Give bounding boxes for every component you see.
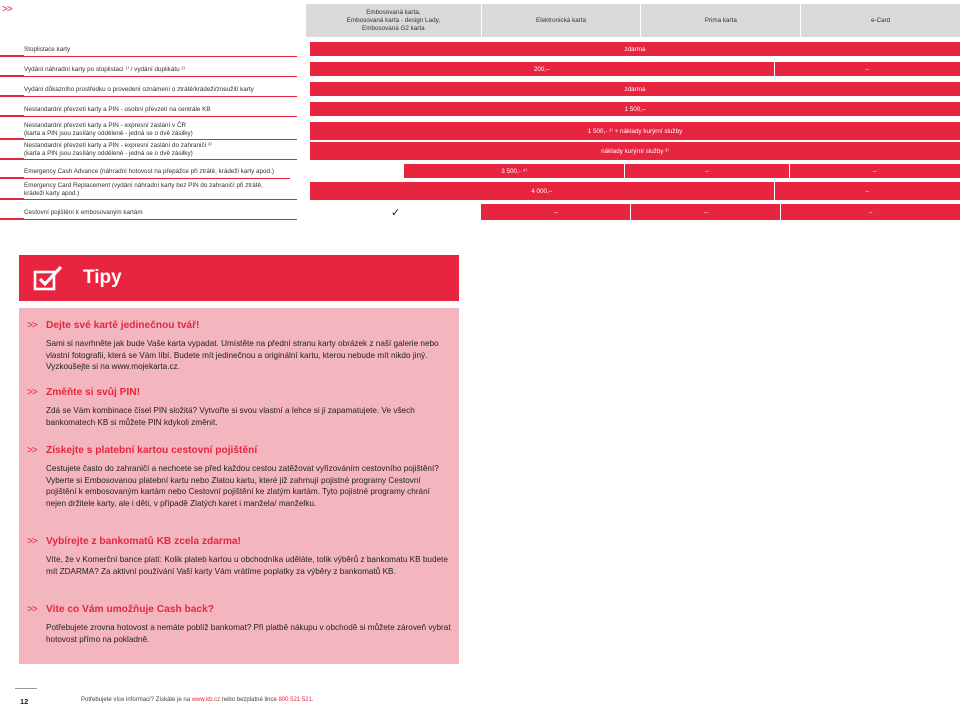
value-cell: – [704, 208, 708, 216]
row-label: Emergency Cash Advance (náhradní hotovost na přepážce při ztrátě, krádeži karty apod.) [24, 168, 274, 175]
table-row [24, 204, 960, 220]
tip-arrow: >> [27, 320, 37, 331]
tip-text: Sami si navrhněte jak bude Vaše karta vypadat. Umístěte na přední stranu karty obrázek z naší galerie nebo vlastní fotografii, která se Vám líbí. Budete mít jedinečnou a originální kartu, kterou nebude mít nikdo jiný. Vyzkoušejte si na www.mojekarta.cz. [46, 339, 439, 372]
value-cell: 1 500,– [624, 105, 646, 113]
row-divider [0, 116, 297, 117]
table-row [24, 42, 960, 56]
value-cell: náklady kurýrní služby ³⁾ [601, 147, 669, 155]
tip-text: Potřebujete zrovna hotovost a nemáte poblíž bankomat? Při platbě nákupu v obchodě si můžete zároveň vybrat hotovost přímo na pokladně. [46, 623, 451, 644]
row-divider [0, 56, 297, 57]
value-cell: 200,– [533, 65, 550, 73]
tip-arrow: >> [27, 387, 37, 398]
footer-rule [15, 688, 37, 689]
tips-banner [19, 255, 459, 301]
footer-text [81, 697, 314, 703]
table-header [306, 4, 960, 37]
value-cell: zdarma [624, 85, 646, 93]
footer-text-b: nebo bezplatné lince [220, 697, 279, 703]
value-cell: – [873, 167, 877, 175]
value-cell: 1 500,- ³⁾ + náklady kurýrní služby [587, 127, 683, 135]
row-label: Vydání důkazního prostředku o provedení oznámení o ztrátě/krádeži/zneužití karty [24, 86, 254, 93]
header-col-prima: Prima karta [640, 4, 800, 37]
row-label: Nestandardní převzetí karty a PIN - expresní zaslání v ČR (karta a PIN jsou zasílány odděleně - jedná se o dvě zásilky) [24, 122, 193, 137]
footer-link[interactable]: www.kb.cz [191, 697, 221, 703]
value-cell: zdarma [624, 45, 646, 53]
row-divider [0, 159, 297, 160]
page-number: 12 [20, 697, 29, 706]
row-label: Vydání náhradní karty po stoplistaci ¹⁾ / vydání duplikátu ²⁾ [24, 66, 186, 73]
row-label: Nestandardní převzetí karty a PIN - osobní převzetí na centrále KB [24, 106, 211, 113]
value-cell: 4 000,– [531, 187, 553, 195]
checkbox-check-icon [33, 265, 63, 291]
tip-heading: Dejte své kartě jedinečnou tvář! [46, 320, 200, 331]
row-label: Stoplistace karty [24, 46, 71, 53]
value-cell: – [865, 187, 870, 195]
header-col-embossed: Embosovaná karta, Embosovaná karta - design Lady, Embosovaná G2 karta [346, 8, 440, 32]
value-cell: – [705, 167, 709, 175]
table-row [24, 182, 960, 200]
footer-text-a: Potřebujete více informací? Získáte je na [81, 697, 192, 703]
tip-text: Zdá se Vám kombinace čísel PIN složitá? Vytvořte si svou vlastní a lehce si ji zapamatujete. Ve všech bankomatech KB si můžete PIN kdykoli změnit. [46, 406, 415, 427]
section-arrow: >> [2, 4, 12, 15]
table-row [24, 102, 960, 116]
tip-text: Víte, že v Komerční bance platí: Kolik plateb kartou u obchodníka uděláte, tolik výběrů z bankomatu KB budete mít ZDARMA? Za aktivní používání Vaší karty Vám vrátíme poplatky za výběry z bankomatů KB. [46, 555, 448, 576]
table-row [24, 62, 960, 76]
tip-heading: Získejte s platební kartou cestovní pojištění [46, 445, 258, 456]
table-row [24, 122, 960, 140]
table-row [24, 164, 960, 178]
table-row [24, 142, 960, 160]
row-label: Cestovní pojištění k embosovaným kartám [24, 209, 143, 216]
value-cell: – [868, 208, 873, 216]
row-divider [0, 219, 297, 220]
table-row [24, 82, 960, 96]
row-divider [0, 178, 290, 179]
row-label: Emergency Card Replacement (vydání náhradní karty bez PIN do zahraničí při ztrátě, krádeži karty apod.) [24, 182, 263, 197]
header-col-ecard: e-Card [800, 4, 960, 37]
row-divider [0, 199, 297, 200]
tip-heading: Změňte si svůj PIN! [46, 387, 140, 398]
tip-arrow: >> [27, 445, 37, 456]
tip-arrow: >> [27, 604, 37, 615]
row-divider [0, 76, 297, 77]
tip-arrow: >> [27, 536, 37, 547]
row-label: Nestandardní převzetí karty a PIN - expresní zaslání do zahraničí ³⁾ (karta a PIN jsou zasílány odděleně - jedná se o dvě zásilky) [24, 142, 212, 157]
tip-heading: Vybírejte z bankomatů KB zcela zdarma! [46, 536, 241, 547]
value-cell: – [554, 208, 558, 216]
tips-body [19, 308, 459, 664]
check-icon: ✓ [391, 206, 401, 219]
value-cell: – [865, 65, 870, 73]
footer-text-c: . [311, 697, 314, 703]
footer-phone: 800 521 521 [278, 697, 312, 703]
tip-heading: Vite co Vám umožňuje Cash back? [46, 604, 214, 615]
tip-text: Cestujete často do zahraničí a nechcete se před každou cestou zatěžovat vyřizováním cestovního pojištění? Vyberte si Embosovanou platební kartu nebo Zlatou kartu, které již zahrnují pojistné programy Cestovní pojištění k embosovaným kartám nebo Cestovní pojištění ke zlatým kartám. Tyto pojistné programy chrání nejen držitele karty, ale i děti, v případě Zlatých karet i manžela/ manželku. [46, 464, 439, 508]
value-cell: 3 500,- ⁴⁾ [501, 167, 527, 175]
row-divider [0, 96, 297, 97]
header-col-electronic: Elektronická karta [481, 4, 641, 37]
row-divider [0, 139, 297, 140]
tips-title: Tipy [83, 267, 122, 288]
